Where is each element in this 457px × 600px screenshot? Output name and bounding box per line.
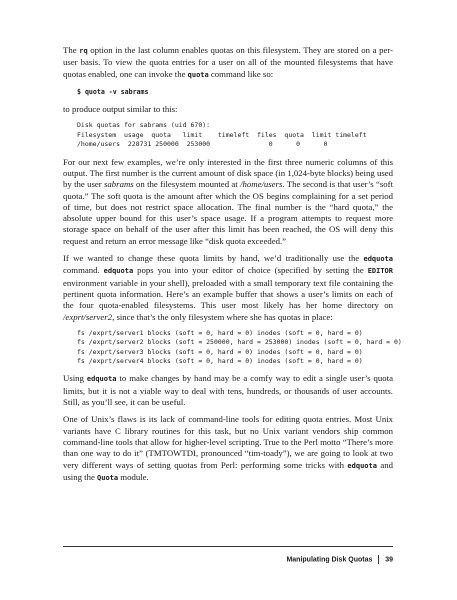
paragraph-edquota-usage — [63, 373, 393, 408]
text: , since that’s the only filesystem where she has quotas in place: — [112, 311, 333, 322]
page-body — [63, 45, 402, 490]
paragraph-rq-option — [63, 45, 393, 81]
inline-code-quota: quota — [187, 70, 209, 79]
inline-code-editor: EDITOR — [367, 267, 393, 276]
inline-code-rq: rq — [79, 47, 88, 55]
page-footer — [63, 546, 393, 570]
code-line: fs /exprt/server4 blocks (soft = 0, hard = 0) inodes (soft = 0, hard = 0) — [77, 357, 363, 366]
text: command like so: — [208, 68, 274, 79]
paragraph-quota-explanation — [63, 157, 393, 247]
footer-rule — [63, 546, 393, 547]
text: Using — [63, 373, 87, 384]
footer-text — [286, 555, 393, 564]
text: environment variable in your shell), preloaded with a small temporary text file containing the pertinent quota information. Here’s an example buffer that shows a user’s limits on each of the four quota-enabled filesystems. This user most likely has her home directory on — [63, 277, 393, 311]
code-line: fs /exprt/server3 blocks (soft = 0, hard = 0) inodes (soft = 0, hard = 0) — [77, 347, 363, 356]
code-command-quota: $ quota -v sabrams — [77, 87, 149, 96]
code-line: Disk quotas for sabrams (uid 670): — [77, 121, 211, 130]
inline-code-edquota: edquota — [363, 255, 393, 264]
text: One of Unix’s flaws is its lack of command-line tools for editing quota entries. Most Unix variants have C library routines for this task, but no Unix variant vendors ship common command-line tools that allow for higher-level scripting. True to the Perl motto “There’s more than one way to do it” (TMTOWTDI, pronounced “tim-toady”), we are going to look at two very different ways of setting quotas from Perl: performing some tricks with — [63, 414, 393, 470]
code-line: fs /exprt/server1 blocks (soft = 0, hard = 0) inodes (soft = 0, hard = 0) — [77, 328, 363, 337]
code-quota-output — [77, 121, 393, 149]
text: If we wanted to change these quota limits by hand, we’d traditionally use the — [63, 253, 364, 264]
text: command. — [63, 265, 104, 276]
text: For our next few examples, we’re only interested in the first three numeric columns of this output. The first number is the current amount of disk space (in 1,024-byte blocks) being used by the user — [63, 156, 393, 190]
footer-section-title: Manipulating Disk Quotas — [286, 556, 373, 564]
code-edquota-buffer — [77, 328, 402, 367]
text: option in the last column enables quotas on this filesystem. They are stored on a per-user basis. To view the quota entries for a user on all of the mounted filesystems that have quotas enabled, one can invoke the — [63, 45, 393, 79]
italic-path: /exprt/server2 — [63, 311, 113, 322]
page-number: 39 — [385, 556, 393, 564]
paragraph-output-intro: to produce output similar to this: — [63, 104, 178, 115]
italic-username: sabrams — [104, 179, 134, 190]
text: pops you into your editor of choice (specified by setting the — [133, 265, 368, 276]
inline-code-quota-module: Quota — [97, 473, 119, 482]
code-line: /home/users 228731 250000 253000 0 0 0 — [77, 140, 328, 149]
inline-code-edquota: edquota — [86, 375, 117, 384]
inline-code-edquota: edquota — [103, 267, 134, 276]
italic-path: /home/users — [240, 179, 283, 190]
code-line: Filesystem usage quota limit timeleft files quota limit timeleft — [77, 130, 367, 139]
text: to make changes by hand may be a comfy way to edit a single user’s quota limits, but it is not a viable way to deal with tens, hundreds, or thousands of user accounts. Still, as you’ll see, it can be useful. — [63, 373, 393, 408]
text: The — [63, 45, 80, 55]
paragraph-unix-flaws — [63, 414, 393, 484]
text: module. — [118, 471, 149, 482]
code-line: fs /exprt/server2 blocks (soft = 250000, hard = 253000) inodes (soft = 0, hard = 0) — [77, 338, 402, 347]
footer-divider — [378, 555, 379, 564]
text: on the filesystem mounted at — [133, 179, 241, 190]
inline-code-edquota: edquota — [347, 461, 377, 470]
text: . The second is that user’s “soft quota.” The soft quota is the amount after which the OS begins complaining for a set period of time, but does not restrict space allocation. The final number is the “hard quota,” the absolute upper bound for this user’s space usage. If a program attempts to request more storage space on behalf of the user after this limit has been reached, the OS will deny this request and return an error message like “disk quota exceeded.” — [63, 179, 394, 246]
paragraph-edquota — [63, 253, 393, 323]
text: and using the — [63, 459, 393, 482]
